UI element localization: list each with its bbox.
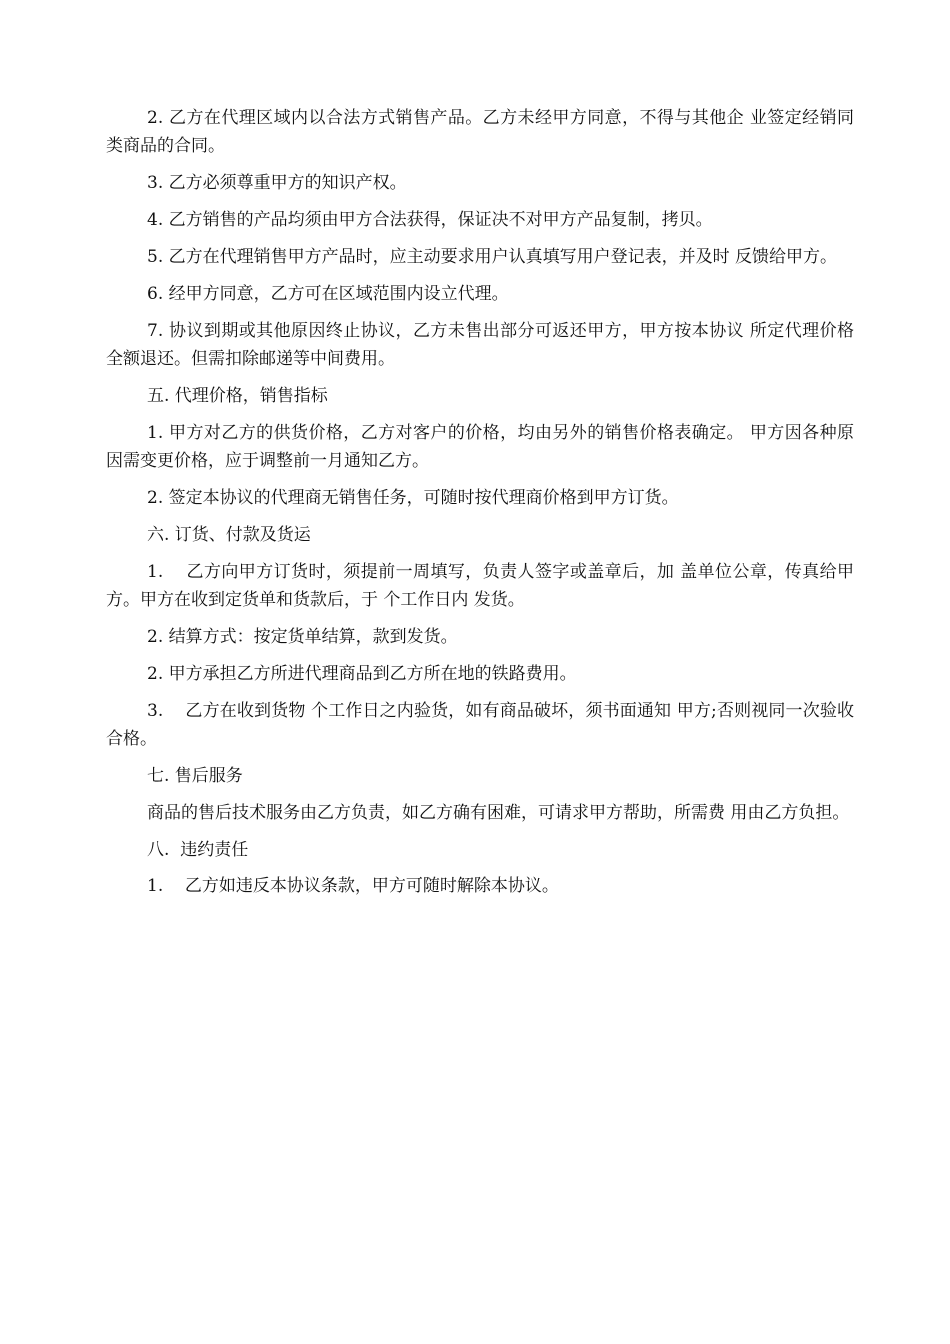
document-body — [106, 104, 854, 900]
clause-paragraph: 2. 结算方式：按定货单结算，款到发货。 — [147, 627, 458, 647]
clause-paragraph: 3. 乙方必须尊重甲方的知识产权。 — [147, 173, 407, 193]
clause-paragraph: 6. 经甲方同意，乙方可在区域范围内设立代理。 — [147, 284, 509, 304]
clause-paragraph: 1. 乙方向甲方订货时，须提前一周填写，负责人签字或盖章后，加 盖单位公章，传真给甲方。甲方在收到定货单和货款后，于 个工作日内 发货。 — [106, 562, 854, 610]
section-heading: 五. 代理价格，销售指标 — [147, 386, 328, 406]
clause-paragraph: 2. 签定本协议的代理商无销售任务，可随时按代理商价格到甲方订货。 — [147, 488, 679, 508]
clause-paragraph: 1. 乙方如违反本协议条款，甲方可随时解除本协议。 — [147, 876, 559, 896]
section-heading: 六. 订货、付款及货运 — [147, 525, 311, 545]
clause-paragraph: 2. 乙方在代理区域内以合法方式销售产品。乙方未经甲方同意，不得与其他企 业签定经销同类商品的合同。 — [106, 108, 854, 156]
clause-paragraph: 5. 乙方在代理销售甲方产品时，应主动要求用户认真填写用户登记表，并及时 反馈给甲方。 — [147, 247, 838, 267]
clause-paragraph: 2. 甲方承担乙方所进代理商品到乙方所在地的铁路费用。 — [147, 664, 577, 684]
clause-paragraph: 7. 协议到期或其他原因终止协议，乙方未售出部分可返还甲方，甲方按本协议 所定代理价格全额退还。但需扣除邮递等中间费用。 — [106, 321, 854, 369]
section-heading: 八. 违约责任 — [147, 840, 249, 860]
clause-paragraph: 3. 乙方在收到货物 个工作日之内验货，如有商品破坏，须书面通知 甲方;否则视同一次验收合格。 — [106, 701, 854, 749]
clause-paragraph: 1. 甲方对乙方的供货价格，乙方对客户的价格，均由另外的销售价格表确定。 甲方因各种原因需变更价格，应于调整前一月通知乙方。 — [106, 423, 854, 471]
section-heading: 七. 售后服务 — [147, 766, 243, 786]
clause-paragraph: 商品的售后技术服务由乙方负责，如乙方确有困难，可请求甲方帮助，所需费 用由乙方负担。 — [147, 803, 850, 823]
clause-paragraph: 4. 乙方销售的产品均须由甲方合法获得，保证决不对甲方产品复制，拷贝。 — [147, 210, 713, 230]
